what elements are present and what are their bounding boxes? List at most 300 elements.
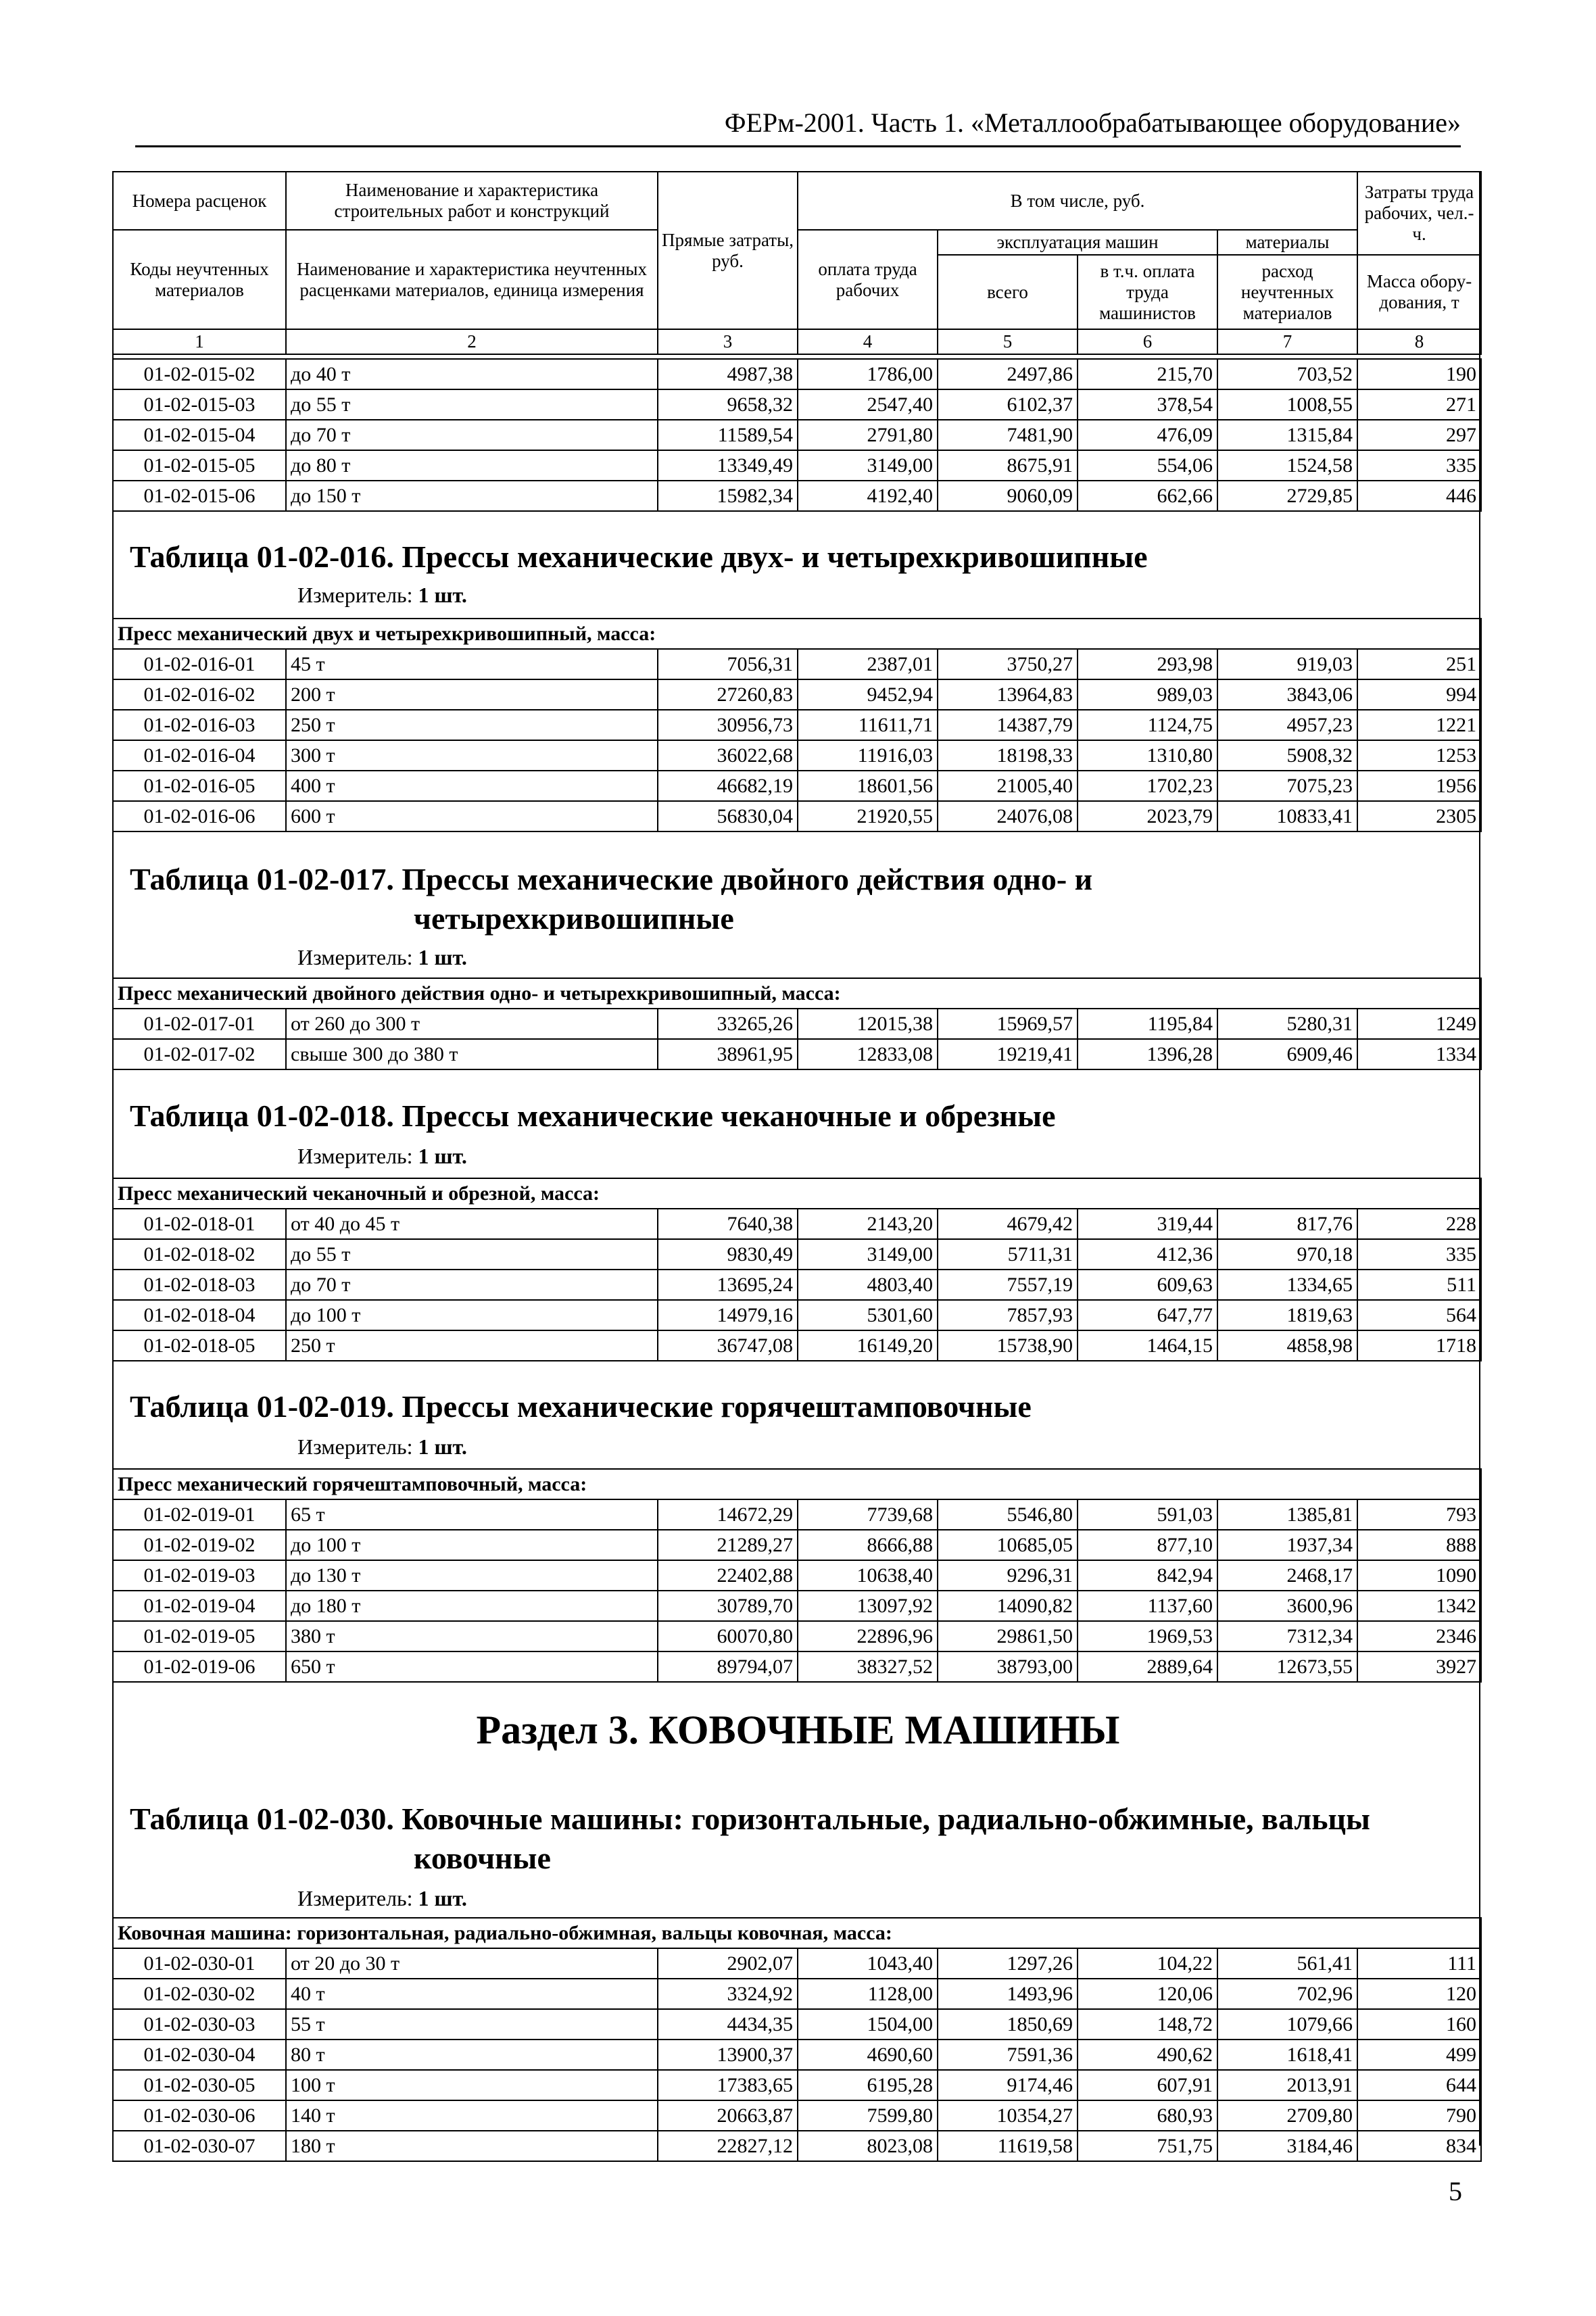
unit-label: Измеритель: (297, 945, 413, 969)
worker-pay: 13097,92 (798, 1591, 938, 1621)
table-row (113, 1270, 1481, 1300)
table-row (113, 649, 1481, 679)
mass-value: 160 (1357, 2009, 1481, 2040)
rate-code: 01-02-017-02 (113, 1039, 286, 1069)
table-row (113, 2040, 1481, 2070)
machine-total: 38793,00 (938, 1651, 1078, 1682)
materials-cost: 2709,80 (1217, 2100, 1357, 2131)
item-name: до 40 т (286, 359, 658, 389)
machine-total: 1493,96 (938, 1979, 1078, 2009)
machine-total: 8675,91 (938, 450, 1078, 481)
materials-cost: 3843,06 (1217, 679, 1357, 710)
worker-pay: 6195,28 (798, 2070, 938, 2100)
col-header-mach-total: всего (938, 255, 1078, 329)
unit-value: 1 шт. (418, 945, 467, 969)
mass-value: 2346 (1357, 1621, 1481, 1651)
col-header-materials: материалы (1217, 230, 1357, 255)
worker-pay: 1128,00 (798, 1979, 938, 2009)
table-019 (112, 1468, 1482, 1683)
table-015-rows (112, 358, 1482, 512)
group-header-row (113, 1178, 1481, 1209)
item-name: 55 т (286, 2009, 658, 2040)
machine-total: 2497,86 (938, 359, 1078, 389)
worker-pay: 8666,88 (798, 1530, 938, 1560)
direct-cost: 14672,29 (658, 1499, 798, 1530)
direct-cost: 13695,24 (658, 1270, 798, 1300)
direct-cost: 21289,27 (658, 1530, 798, 1560)
table-row (113, 679, 1481, 710)
worker-pay: 9452,94 (798, 679, 938, 710)
item-name: до 55 т (286, 1239, 658, 1270)
col-number: 2 (286, 329, 658, 354)
section-3-title: Раздел 3. КОВОЧНЫЕ МАШИНЫ (476, 1708, 1120, 1752)
mass-value: 111 (1357, 1948, 1481, 1979)
machine-total: 4679,42 (938, 1209, 1078, 1239)
col-header-mass: Масса обору-дования, т (1357, 255, 1481, 329)
table-row (113, 1239, 1481, 1270)
materials-cost: 1008,55 (1217, 389, 1357, 420)
machinist-pay: 591,03 (1078, 1499, 1217, 1530)
running-title: ФЕРм-2001. Часть 1. «Металлообрабатывающее оборудование» (724, 107, 1461, 138)
col-header-mach-labor: в т.ч. оплата труда машинистов (1078, 255, 1217, 329)
item-name: до 180 т (286, 1591, 658, 1621)
materials-cost: 817,76 (1217, 1209, 1357, 1239)
machinist-pay: 2889,64 (1078, 1651, 1217, 1682)
table-030-title-line2: ковочные (414, 1841, 551, 1875)
item-name: до 55 т (286, 389, 658, 420)
group-header: Пресс механический двух и четырехкривошипный, масса: (113, 619, 1481, 649)
machine-total: 14090,82 (938, 1591, 1078, 1621)
unit-label: Измеритель: (297, 1886, 413, 1910)
worker-pay: 21920,55 (798, 801, 938, 831)
item-name: 250 т (286, 710, 658, 740)
col-header-2a: Наименование и характеристика строительных работ и конструкций (286, 172, 658, 230)
item-name: свыше 300 до 380 т (286, 1039, 658, 1069)
direct-cost: 36747,08 (658, 1330, 798, 1361)
rate-code: 01-02-018-04 (113, 1300, 286, 1330)
item-name: 300 т (286, 740, 658, 771)
table-row (113, 481, 1481, 511)
rate-code: 01-02-018-02 (113, 1239, 286, 1270)
machinist-pay: 647,77 (1078, 1300, 1217, 1330)
item-name: 380 т (286, 1621, 658, 1651)
col-number: 3 (658, 329, 798, 354)
materials-cost: 5280,31 (1217, 1009, 1357, 1039)
direct-cost: 22827,12 (658, 2131, 798, 2161)
item-name: 400 т (286, 771, 658, 801)
table-018-title (130, 1096, 1455, 1136)
machine-total: 3750,27 (938, 649, 1078, 679)
worker-pay: 2547,40 (798, 389, 938, 420)
worker-pay: 4803,40 (798, 1270, 938, 1300)
item-name: до 150 т (286, 481, 658, 511)
table-017-unit (297, 945, 467, 970)
col-header-labor: Затраты труда рабочих, чел.-ч. (1357, 172, 1481, 255)
rate-code: 01-02-015-06 (113, 481, 286, 511)
direct-cost: 46682,19 (658, 771, 798, 801)
worker-pay: 10638,40 (798, 1560, 938, 1591)
group-header: Ковочная машина: горизонтальная, радиально-обжимная, вальцы ковочная, масса: (113, 1918, 1481, 1948)
worker-pay: 12833,08 (798, 1039, 938, 1069)
direct-cost: 13900,37 (658, 2040, 798, 2070)
item-name: 140 т (286, 2100, 658, 2131)
page-number-text: 5 (1449, 2176, 1462, 2206)
table-row (113, 450, 1481, 481)
rate-code: 01-02-015-03 (113, 389, 286, 420)
materials-cost: 919,03 (1217, 649, 1357, 679)
table-row (113, 1621, 1481, 1651)
machinist-pay: 680,93 (1078, 2100, 1217, 2131)
table-030-title-line1: Таблица 01-02-030. Ковочные машины: горизонтальные, радиально-обжимные, вальцы (130, 1802, 1370, 1836)
direct-cost: 33265,26 (658, 1009, 798, 1039)
machine-total: 19219,41 (938, 1039, 1078, 1069)
materials-cost: 5908,32 (1217, 740, 1357, 771)
direct-cost: 30956,73 (658, 710, 798, 740)
machine-total: 15969,57 (938, 1009, 1078, 1039)
direct-cost: 89794,07 (658, 1651, 798, 1682)
table-019-unit (297, 1434, 467, 1459)
table-017-title-line2: четырехкривошипные (414, 901, 734, 936)
machine-total: 7557,19 (938, 1270, 1078, 1300)
item-name: до 100 т (286, 1300, 658, 1330)
mass-value: 790 (1357, 2100, 1481, 2131)
table-030-title (130, 1800, 1455, 1878)
worker-pay: 2387,01 (798, 649, 938, 679)
machine-total: 7591,36 (938, 2040, 1078, 2070)
worker-pay: 12015,38 (798, 1009, 938, 1039)
rate-code: 01-02-018-05 (113, 1330, 286, 1361)
table-row (113, 1591, 1481, 1621)
direct-cost: 4987,38 (658, 359, 798, 389)
rate-code: 01-02-015-05 (113, 450, 286, 481)
materials-cost: 1937,34 (1217, 1530, 1357, 1560)
group-header: Пресс механический чеканочный и обрезной, масса: (113, 1178, 1481, 1209)
machinist-pay: 1396,28 (1078, 1039, 1217, 1069)
table-row (113, 1209, 1481, 1239)
table-019-title-text: Таблица 01-02-019. Прессы механические горячештамповочные (130, 1389, 1032, 1424)
item-name: 600 т (286, 801, 658, 831)
table-018 (112, 1178, 1482, 1361)
machinist-pay: 490,62 (1078, 2040, 1217, 2070)
mass-value: 564 (1357, 1300, 1481, 1330)
machinist-pay: 1310,80 (1078, 740, 1217, 771)
item-name: до 70 т (286, 420, 658, 450)
machine-total: 24076,08 (938, 801, 1078, 831)
direct-cost: 27260,83 (658, 679, 798, 710)
group-header: Пресс механический двойного действия одно- и четырехкривошипный, масса: (113, 978, 1481, 1009)
mass-value: 1249 (1357, 1009, 1481, 1039)
mass-value: 1253 (1357, 740, 1481, 771)
rate-code: 01-02-030-04 (113, 2040, 286, 2070)
machinist-pay: 2023,79 (1078, 801, 1217, 831)
worker-pay: 11916,03 (798, 740, 938, 771)
rate-code: 01-02-018-01 (113, 1209, 286, 1239)
group-header: Пресс механический горячештамповочный, масса: (113, 1469, 1481, 1499)
worker-pay: 5301,60 (798, 1300, 938, 1330)
materials-cost: 1819,63 (1217, 1300, 1357, 1330)
machinist-pay: 1124,75 (1078, 710, 1217, 740)
mass-value: 1090 (1357, 1560, 1481, 1591)
machinist-pay: 148,72 (1078, 2009, 1217, 2040)
table-row (113, 1330, 1481, 1361)
materials-cost: 10833,41 (1217, 801, 1357, 831)
materials-cost: 703,52 (1217, 359, 1357, 389)
worker-pay: 2143,20 (798, 1209, 938, 1239)
materials-cost: 12673,55 (1217, 1651, 1357, 1682)
group-header-row (113, 978, 1481, 1009)
worker-pay: 22896,96 (798, 1621, 938, 1651)
rate-code: 01-02-030-06 (113, 2100, 286, 2131)
machinist-pay: 877,10 (1078, 1530, 1217, 1560)
table-row (113, 740, 1481, 771)
worker-pay: 1504,00 (798, 2009, 938, 2040)
item-name: от 20 до 30 т (286, 1948, 658, 1979)
table-030 (112, 1917, 1482, 2162)
materials-cost: 6909,46 (1217, 1039, 1357, 1069)
machine-total: 10685,05 (938, 1530, 1078, 1560)
direct-cost: 36022,68 (658, 740, 798, 771)
materials-cost: 2729,85 (1217, 481, 1357, 511)
table-row (113, 710, 1481, 740)
materials-cost: 1385,81 (1217, 1499, 1357, 1530)
direct-cost: 20663,87 (658, 2100, 798, 2131)
unit-label: Измеритель: (297, 1434, 413, 1459)
machine-total: 9060,09 (938, 481, 1078, 511)
table-row (113, 420, 1481, 450)
table-019-title (130, 1387, 1455, 1426)
direct-cost: 17383,65 (658, 2070, 798, 2100)
mass-value: 499 (1357, 2040, 1481, 2070)
worker-pay: 16149,20 (798, 1330, 938, 1361)
direct-cost: 7056,31 (658, 649, 798, 679)
mass-value: 1221 (1357, 710, 1481, 740)
worker-pay: 8023,08 (798, 2131, 938, 2161)
machine-total: 11619,58 (938, 2131, 1078, 2161)
direct-cost: 30789,70 (658, 1591, 798, 1621)
group-header-row (113, 1469, 1481, 1499)
table-row (113, 2131, 1481, 2161)
table-row (113, 1651, 1481, 1682)
mass-value: 190 (1357, 359, 1481, 389)
materials-cost: 2468,17 (1217, 1560, 1357, 1591)
rate-code: 01-02-030-02 (113, 1979, 286, 2009)
machine-total: 5546,80 (938, 1499, 1078, 1530)
machinist-pay: 412,36 (1078, 1239, 1217, 1270)
item-name: 40 т (286, 1979, 658, 2009)
page-number (1449, 2175, 1462, 2207)
rate-code: 01-02-016-02 (113, 679, 286, 710)
machine-total: 29861,50 (938, 1621, 1078, 1651)
direct-cost: 60070,80 (658, 1621, 798, 1651)
machinist-pay: 751,75 (1078, 2131, 1217, 2161)
table-018-unit (297, 1144, 467, 1169)
item-name: до 70 т (286, 1270, 658, 1300)
materials-cost: 7075,23 (1217, 771, 1357, 801)
machinist-pay: 842,94 (1078, 1560, 1217, 1591)
col-header-1b: Коды неучтенных материалов (113, 230, 286, 329)
worker-pay: 18601,56 (798, 771, 938, 801)
machinist-pay: 607,91 (1078, 2070, 1217, 2100)
materials-cost: 3184,46 (1217, 2131, 1357, 2161)
machinist-pay: 476,09 (1078, 420, 1217, 450)
mass-value: 297 (1357, 420, 1481, 450)
machine-total: 9174,46 (938, 2070, 1078, 2100)
materials-cost: 4957,23 (1217, 710, 1357, 740)
mass-value: 271 (1357, 389, 1481, 420)
rate-code: 01-02-016-03 (113, 710, 286, 740)
direct-cost: 4434,35 (658, 2009, 798, 2040)
machine-total: 5711,31 (938, 1239, 1078, 1270)
col-number: 5 (938, 329, 1078, 354)
direct-cost: 11589,54 (658, 420, 798, 450)
materials-cost: 1079,66 (1217, 2009, 1357, 2040)
materials-cost: 3600,96 (1217, 1591, 1357, 1621)
machine-total: 1297,26 (938, 1948, 1078, 1979)
direct-cost: 3324,92 (658, 1979, 798, 2009)
rate-code: 01-02-019-06 (113, 1651, 286, 1682)
col-header-3: Прямые затраты, руб. (658, 172, 798, 329)
direct-cost: 38961,95 (658, 1039, 798, 1069)
machine-total: 13964,83 (938, 679, 1078, 710)
rate-code: 01-02-019-04 (113, 1591, 286, 1621)
machinist-pay: 104,22 (1078, 1948, 1217, 1979)
machinist-pay: 662,66 (1078, 481, 1217, 511)
table-row (113, 1009, 1481, 1039)
worker-pay: 38327,52 (798, 1651, 938, 1682)
col-number: 1 (113, 329, 286, 354)
unit-value: 1 шт. (418, 583, 467, 607)
rate-code: 01-02-015-04 (113, 420, 286, 450)
mass-value: 888 (1357, 1530, 1481, 1560)
mass-value: 511 (1357, 1270, 1481, 1300)
rate-code: 01-02-016-05 (113, 771, 286, 801)
materials-cost: 1315,84 (1217, 420, 1357, 450)
worker-pay: 2791,80 (798, 420, 938, 450)
worker-pay: 3149,00 (798, 450, 938, 481)
machinist-pay: 1464,15 (1078, 1330, 1217, 1361)
materials-cost: 561,41 (1217, 1948, 1357, 1979)
machine-total: 15738,90 (938, 1330, 1078, 1361)
table-017-title (130, 860, 1455, 938)
item-name: 250 т (286, 1330, 658, 1361)
col-number: 8 (1357, 329, 1481, 354)
item-name: до 80 т (286, 450, 658, 481)
rate-code: 01-02-030-05 (113, 2070, 286, 2100)
machinist-pay: 378,54 (1078, 389, 1217, 420)
mass-value: 644 (1357, 2070, 1481, 2100)
machinist-pay: 1702,23 (1078, 771, 1217, 801)
item-name: до 100 т (286, 1530, 658, 1560)
mass-value: 335 (1357, 450, 1481, 481)
mass-value: 1342 (1357, 1591, 1481, 1621)
rate-code: 01-02-017-01 (113, 1009, 286, 1039)
direct-cost: 9658,32 (658, 389, 798, 420)
unit-value: 1 шт. (418, 1144, 467, 1168)
table-row (113, 1300, 1481, 1330)
materials-cost: 4858,98 (1217, 1330, 1357, 1361)
table-017 (112, 978, 1482, 1070)
mass-value: 994 (1357, 679, 1481, 710)
machinist-pay: 319,44 (1078, 1209, 1217, 1239)
direct-cost: 14979,16 (658, 1300, 798, 1330)
table-016-title (130, 537, 1455, 577)
machinist-pay: 120,06 (1078, 1979, 1217, 2009)
mass-value: 120 (1357, 1979, 1481, 2009)
table-row (113, 1979, 1481, 2009)
mass-value: 251 (1357, 649, 1481, 679)
section-title (0, 1707, 1596, 1754)
worker-pay: 4192,40 (798, 481, 938, 511)
table-row (113, 2009, 1481, 2040)
rate-code: 01-02-030-01 (113, 1948, 286, 1979)
table-row (113, 2100, 1481, 2131)
table-row (113, 1499, 1481, 1530)
mass-value: 793 (1357, 1499, 1481, 1530)
materials-cost: 702,96 (1217, 1979, 1357, 2009)
mass-value: 446 (1357, 481, 1481, 511)
item-name: от 260 до 300 т (286, 1009, 658, 1039)
table-row (113, 801, 1481, 831)
col-header-oplata: оплата труда рабочих (798, 230, 938, 329)
machine-total: 14387,79 (938, 710, 1078, 740)
rate-code: 01-02-019-02 (113, 1530, 286, 1560)
table-row (113, 1530, 1481, 1560)
rate-code: 01-02-019-05 (113, 1621, 286, 1651)
worker-pay: 1786,00 (798, 359, 938, 389)
machinist-pay: 609,63 (1078, 1270, 1217, 1300)
rate-code: 01-02-015-02 (113, 359, 286, 389)
materials-cost: 7312,34 (1217, 1621, 1357, 1651)
rate-code: 01-02-016-01 (113, 649, 286, 679)
machine-total: 10354,27 (938, 2100, 1078, 2131)
col-number: 6 (1078, 329, 1217, 354)
unit-value: 1 шт. (418, 1886, 467, 1910)
table-row (113, 1948, 1481, 1979)
item-name: 200 т (286, 679, 658, 710)
table-row (113, 359, 1481, 389)
table-row (113, 771, 1481, 801)
table-016 (112, 618, 1482, 832)
machinist-pay: 1137,60 (1078, 1591, 1217, 1621)
machine-total: 18198,33 (938, 740, 1078, 771)
running-header (135, 107, 1461, 147)
materials-cost: 970,18 (1217, 1239, 1357, 1270)
col-number: 7 (1217, 329, 1357, 354)
worker-pay: 7739,68 (798, 1499, 938, 1530)
table-016-title-text: Таблица 01-02-016. Прессы механические двух- и четырехкривошипные (130, 539, 1148, 574)
machine-total: 7857,93 (938, 1300, 1078, 1330)
worker-pay: 3149,00 (798, 1239, 938, 1270)
table-016-unit (297, 583, 467, 608)
group-header-row (113, 619, 1481, 649)
worker-pay: 7599,80 (798, 2100, 938, 2131)
worker-pay: 1043,40 (798, 1948, 938, 1979)
item-name: от 40 до 45 т (286, 1209, 658, 1239)
item-name: 650 т (286, 1651, 658, 1682)
rate-code: 01-02-016-06 (113, 801, 286, 831)
rate-code: 01-02-030-07 (113, 2131, 286, 2161)
machine-total: 1850,69 (938, 2009, 1078, 2040)
rate-code: 01-02-018-03 (113, 1270, 286, 1300)
item-name: до 130 т (286, 1560, 658, 1591)
table-row (113, 2070, 1481, 2100)
machinist-pay: 554,06 (1078, 450, 1217, 481)
table-row (113, 389, 1481, 420)
column-header-table (112, 171, 1482, 355)
worker-pay: 11611,71 (798, 710, 938, 740)
item-name: 80 т (286, 2040, 658, 2070)
table-030-unit (297, 1886, 467, 1911)
